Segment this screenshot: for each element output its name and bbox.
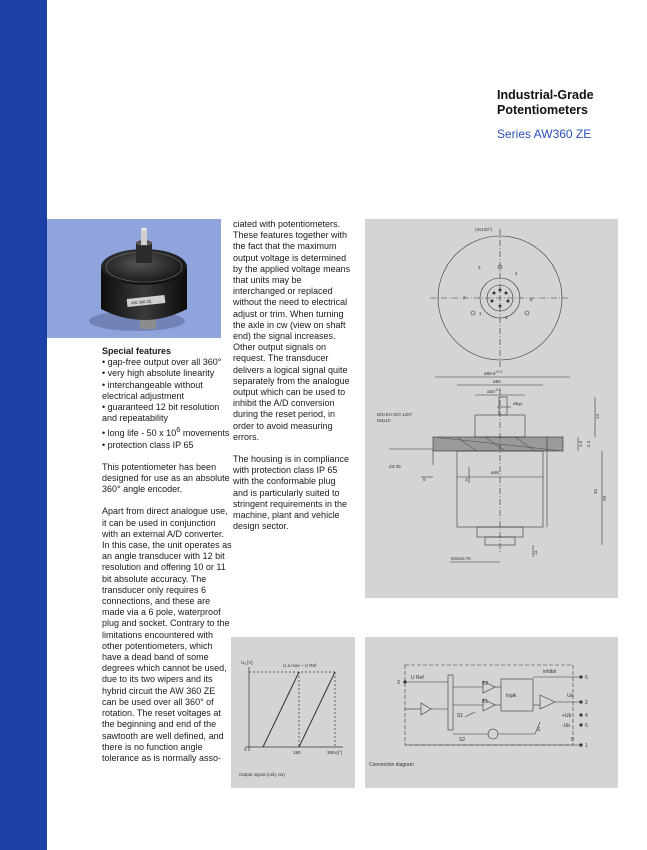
graph-tick-360: 360 (327, 750, 335, 755)
graph-tick-180: 180 (293, 750, 301, 755)
dim-label: 2.4 (586, 440, 591, 447)
feature-item-life: • long life - 50 x $10^6$ movements (102, 424, 232, 439)
title-block (497, 88, 637, 141)
pin-label: 1 (479, 311, 482, 316)
potentiometer-photo-graphic (47, 219, 221, 338)
feature-item: • very high absolute linearity (102, 368, 232, 379)
special-features-heading: Special features (102, 346, 172, 356)
special-features-list (102, 357, 232, 451)
zero-label: 0 (571, 737, 574, 743)
dim-label: 3 (465, 477, 468, 482)
dim-label: 1.5 (578, 440, 583, 447)
feature-item: • gap-free output over all 360° (102, 357, 232, 368)
blue-sidebar-stripe (0, 0, 47, 850)
graph-caption: Output signal (only cw) (239, 772, 285, 777)
dim-label: 20 (602, 495, 607, 501)
dim-label: 11 (533, 550, 538, 555)
dim-label: 6 (423, 477, 426, 482)
output-signal-graph (231, 637, 355, 788)
dim-label: ø50 (493, 379, 501, 384)
pin-label: 4 (515, 271, 518, 276)
signal-ramp-2 (299, 672, 335, 747)
body-paragraph-1: This potentiometer has been designed for use as an absolute 360° angle encoder. (102, 461, 230, 495)
dim-label: ø6g6 (513, 401, 523, 406)
dimension-drawing (365, 219, 618, 598)
graph-x-label: α[°] (335, 750, 342, 755)
feature-item: • interchangeable without electrical adjustment (102, 380, 232, 402)
dim-label: ø48 (491, 470, 499, 475)
ua-label: Ua (567, 693, 574, 699)
dim-label: 14 (595, 413, 600, 419)
logik-label: logik (506, 693, 517, 699)
dimension-drawing-graphic (365, 219, 618, 598)
page-title (497, 88, 637, 118)
ub-plus-label: +Ub (562, 713, 572, 719)
output-signal-chart (231, 637, 355, 788)
title-line-2: Potentiometers (497, 103, 588, 117)
k2-label: K2 (482, 681, 489, 687)
signal-ramp-1 (263, 672, 299, 747)
dim-label: $ø66.6^{+0.2}$ (484, 370, 503, 376)
dim-label: (3x120°) (475, 227, 493, 232)
series-name: Series AW360 ZE (497, 127, 592, 141)
pin-label: 2 (463, 295, 466, 300)
s2-label: S2 (459, 737, 466, 743)
connection-diagram (365, 637, 618, 788)
pin-1-label: 1 (585, 743, 588, 749)
pin-label: 3 (478, 265, 481, 270)
text-column-middle (233, 219, 353, 543)
pin-4-label: 4 (585, 713, 588, 719)
s1-label: S1 (457, 713, 464, 719)
dim-label: DIN EA ISO 1207 (377, 412, 413, 417)
body-paragraph-3: ciated with potentiometers. These features together with the fact that the maximum output voltage is determined by the applied voltage means that units may be interchanged or replaced without the need to electrical adjust or trim. When turning the axle in cw (view on shaft end) the signal increases. Other output signals on request. The transducer delivers a logical signal quite separately from the analogue output which can be used to inhibit the A/D conversion during the reset period, in order to avoid measuring errors. (233, 219, 351, 442)
dim-label: $ø20^{-0.2}$ (487, 388, 501, 394)
feature-item: • guaranteed 12 bit resolution and repeatability (102, 402, 232, 424)
dim-label: 45 (593, 488, 598, 494)
inhibit-label: inhibit (543, 669, 557, 675)
graph-top-label: U a max ~ U Ref (283, 663, 317, 668)
body-paragraph-4: The housing is in compliance with protection class IP 65 with the conformable plug and is particularly suited to stringent requirements in the machine, plant and vehicle design sector. (233, 454, 350, 532)
dim-label: M16x0.75 (451, 556, 471, 561)
graph-tick-0: 0 (244, 747, 247, 752)
uref-label: U Ref (411, 675, 424, 681)
body-paragraph-2: Apart from direct analogue use, it can be used in conjunction with an external A/D converter. In this case, the unit operates as an angle transducer with 12 bit resolution and offering 10 or 11 bit absolute accuracy. The transducer only requires 6 connections, and these are made via a 6 pole, waterproof plug and socket. Contrary to the limitations encountered with other potentiometers, which have a dead band of some degrees which cannot be used, due to its two wipers and its hybrid circuit the AW 360 ZE can be used over all 360° of rotation. The reset voltages at the beginning and end of the sawtooth are well defined, and there is no function angle tolerance as is normally asso- (102, 506, 232, 763)
ub-minus-label: -Ub (562, 723, 571, 729)
k1-label: K1 (482, 699, 489, 705)
connection-diagram-graphic (365, 637, 618, 788)
pin-2-label: 2 (585, 700, 588, 706)
pin-6-label: 6 (585, 675, 588, 681)
title-line-1: Industrial-Grade (497, 88, 594, 102)
pin-label: 6 (505, 315, 508, 320)
text-column-left (102, 346, 232, 775)
dim-label: Z3-35 (389, 464, 401, 469)
pin-label: 5 (530, 297, 533, 302)
graph-y-label: Uₐ [V] (241, 660, 253, 665)
photo-label: AW 360 ZE (130, 298, 152, 306)
s-label: S (537, 727, 541, 733)
pin-3-label: 3 (397, 680, 400, 686)
product-photo (47, 219, 221, 338)
feature-item: • protection class IP 65 (102, 440, 232, 451)
dim-label: M4x10 (377, 418, 391, 423)
pin-5-label: 5 (585, 723, 588, 729)
circuit-caption: Connection diagram (369, 762, 414, 768)
